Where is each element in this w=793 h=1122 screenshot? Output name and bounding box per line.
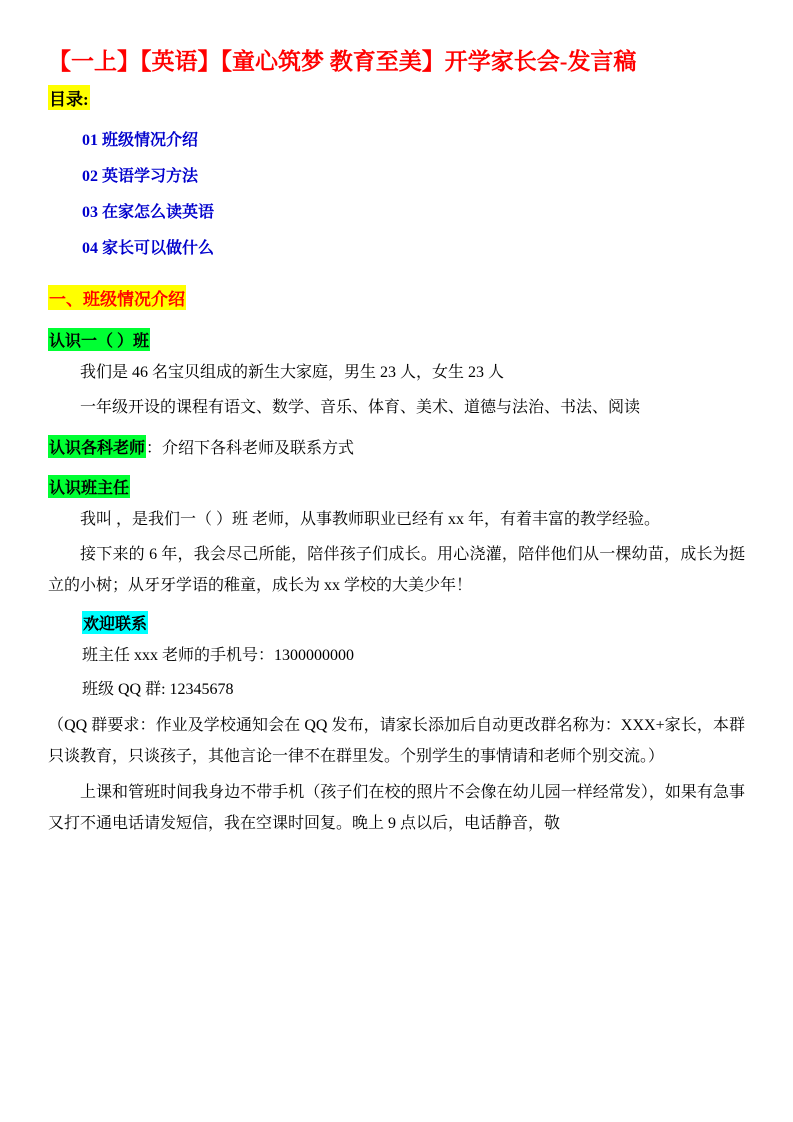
- subheading-teachers-row: [48, 433, 745, 464]
- paragraph-self-intro: 我叫 ，是我们一（ ）班 老师，从事教师职业已经有 xx 年，有着丰富的教学经验。: [80, 510, 661, 528]
- subheading-class-row: [48, 328, 745, 351]
- toc-label-row: [48, 85, 745, 114]
- toc-item-02[interactable]: 02 英语学习方法: [82, 168, 199, 186]
- toc-item-01[interactable]: 01 班级情况介绍: [82, 132, 199, 150]
- section1-heading-row: [48, 271, 745, 318]
- subheading-contact-row: [82, 611, 745, 634]
- section1-heading: 一、班级情况介绍: [48, 285, 186, 310]
- subheading-know-headteacher: 认识班主任: [48, 475, 130, 498]
- page-title: 【一上】【英语】【童心筑梦 教育至美】开学家长会-发言稿: [48, 49, 637, 74]
- subheading-teachers-rest: ：介绍下各科老师及联系方式: [146, 440, 355, 458]
- paragraph-phone-policy: 上课和管班时间我身边不带手机（孩子们在校的照片不会像在幼儿园一样经常发），如果有急事又打不通电话请发短信，我在空课时回复。晚上 9 点以后，电话静音，敬: [48, 783, 745, 832]
- paragraph-courses: 一年级开设的课程有语文、数学、音乐、体育、美术、道德与法治、书法、阅读: [80, 399, 641, 417]
- paragraph-six-years: 接下来的 6 年，我会尽己所能，陪伴孩子们成长。用心浇灌，陪伴他们从一棵幼苗，成长为挺立的小树；从牙牙学语的稚童，成长为 xx 学校的大美少年！: [48, 545, 745, 594]
- subheading-headteacher-row: [48, 475, 745, 498]
- contact-qq-group: 班级 QQ 群: 12345678: [82, 681, 234, 699]
- subheading-welcome-contact: 欢迎联系: [82, 611, 148, 634]
- paragraph-qq-rules: （QQ 群要求：作业及学校通知会在 QQ 发布，请家长添加后自动更改群名称为：XXX+家长，本群只谈教育，只谈孩子，其他言论一律不在群里发。个别学生的事情请和老师个别交流。）: [48, 717, 745, 766]
- paragraph-class-size: 我们是 46 名宝贝组成的新生大家庭，男生 23 人，女生 23 人: [80, 364, 505, 382]
- contact-phone: 班主任 xxx 老师的手机号：1300000000: [82, 647, 355, 665]
- toc-item-03[interactable]: 03 在家怎么读英语: [82, 204, 215, 222]
- toc-label: 目录:: [48, 85, 90, 110]
- subheading-know-class: 认识一（ ）班: [48, 328, 150, 351]
- subheading-know-teachers: 认识各科老师: [48, 435, 146, 458]
- toc-item-04[interactable]: 04 家长可以做什么: [82, 240, 215, 258]
